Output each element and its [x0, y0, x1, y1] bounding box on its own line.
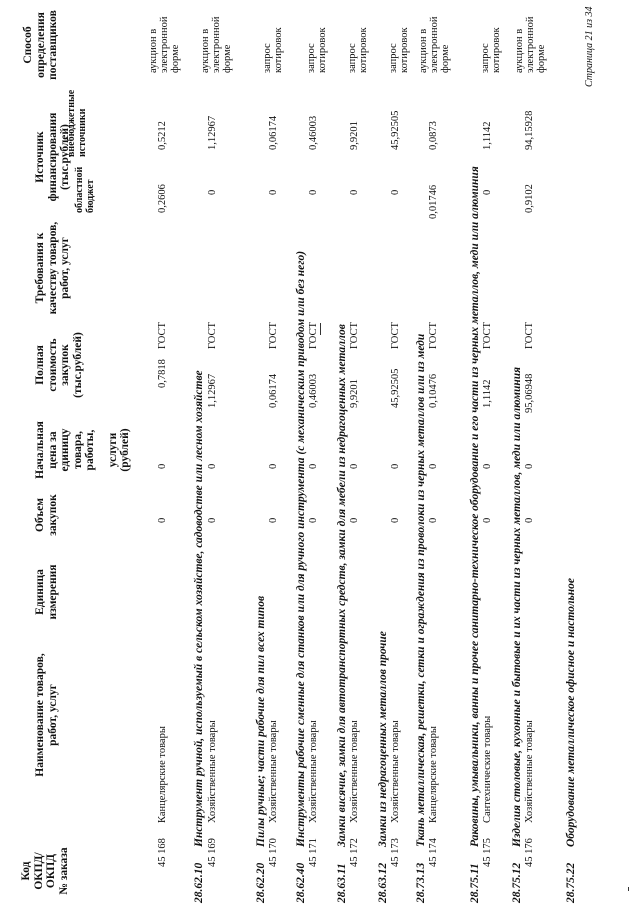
row-code: 45 170 — [268, 838, 279, 867]
header-source-extra: внебюджетные источники — [66, 89, 88, 157]
row-extra: 0,46003 — [308, 115, 319, 150]
row-name: Канцелярские товары — [157, 726, 168, 823]
row-volume: 0 — [268, 517, 279, 523]
row-name: Хозяйственные товары — [390, 720, 401, 823]
row-price: 0 — [349, 463, 360, 469]
row-method: запрос котировок — [347, 27, 369, 73]
row-name: Хозяйственные товары — [207, 720, 218, 823]
row-extra: 0,06174 — [268, 115, 279, 150]
row-budget: 0,9102 — [524, 184, 535, 213]
header-volume: Объем закупок — [34, 494, 59, 536]
section-code: 28.62.20 — [255, 862, 267, 903]
row-code: 45 173 — [390, 838, 401, 867]
row-total: 1,12967 — [207, 373, 218, 408]
row-requirement: ГОСТ — [349, 322, 360, 349]
section-code: 28.62.40 — [295, 862, 307, 903]
row-requirement: ГОСТ — [268, 322, 279, 349]
section-title: Ткань металлическая, решетки, сетки и ограждения из проволоки из черных металлов или из меди — [415, 333, 427, 847]
section-title: Инструмент ручной, используемый в сельском хозяйстве, садоводстве или лесном хозяйстве — [193, 370, 205, 847]
header-unit: Единица измерения — [34, 564, 59, 620]
row-price: 0 — [390, 463, 401, 469]
section-title: Замки из недрагоценных металлов прочие — [377, 631, 389, 847]
header-code: Код ОКПД/ ОКПД № заказа — [20, 847, 70, 895]
section-title: Инструменты рабочие сменные для станков или для ручного инструмента (с механическим приводом или без него) — [295, 250, 307, 847]
row-code: 45 176 — [524, 838, 535, 867]
row-requirement: ГОСТ — [428, 322, 439, 349]
row-budget: 0 — [390, 189, 401, 195]
row-extra: 9,9201 — [349, 121, 360, 150]
row-name: Хозяйственные товары — [524, 720, 535, 823]
header-price: Начальная цена за единицу товара, работы, услуги (рублей) — [34, 421, 131, 479]
section-code: 28.62.10 — [193, 862, 205, 903]
section-code: 28.75.11 — [469, 863, 481, 903]
section-title: Замки висячие, замки для автотранспортных средств, замки для мебели из недрагоценных металлов — [336, 324, 348, 847]
row-name: Канцелярские товары — [428, 726, 439, 823]
row-volume: 0 — [157, 517, 168, 523]
row-requirement: ГОСТ — [157, 322, 168, 349]
row-budget: 0 — [482, 189, 493, 195]
row-extra: 1,1142 — [482, 121, 493, 150]
section-title: Раковины, умывальники, ванны и прочее санитарно-техническое оборудование и его части из черных металлов, меди или алюминия — [469, 166, 481, 847]
page-number: Страница 21 из 34 — [584, 6, 595, 87]
row-code: 45 175 — [482, 838, 493, 867]
row-total: 0,7818 — [157, 359, 168, 388]
row-extra: 0,5212 — [157, 121, 168, 150]
row-total: 0,10476 — [428, 373, 439, 408]
row-budget: 0 — [308, 189, 319, 195]
row-code: 45 174 — [428, 838, 439, 867]
row-code: 45 168 — [157, 838, 168, 867]
header-source: Источник финансирования (тыс.рублей) — [34, 112, 71, 202]
row-extra: 0,0873 — [428, 121, 439, 150]
row-price: 0 — [482, 463, 493, 469]
row-name: Сантехнические товары — [482, 715, 493, 823]
row-price: 0 — [524, 463, 535, 469]
row-method: запрос котировок — [262, 27, 284, 73]
row-budget: 0 — [349, 189, 360, 195]
row-method: аукцион в электронной форме — [514, 16, 547, 73]
row-method: запрос котировок — [306, 27, 328, 73]
row-price: 0 — [207, 463, 218, 469]
row-volume: 0 — [390, 517, 401, 523]
row-total: 95,06948 — [524, 373, 535, 413]
row-requirement: ГОСТ — [308, 322, 319, 349]
row-budget: 0,01746 — [428, 184, 439, 219]
row-volume: 0 — [428, 517, 439, 523]
row-extra: 45,92505 — [390, 110, 401, 150]
row-name: Хозяйственные товары — [349, 720, 360, 823]
row-extra: 94,15928 — [524, 110, 535, 150]
scan-mark — [628, 887, 629, 891]
scan-mark — [320, 323, 321, 335]
row-volume: 0 — [308, 517, 319, 523]
row-total: 0,06174 — [268, 373, 279, 408]
header-name: Наименование товаров, работ, услуг — [34, 653, 59, 777]
header-requirements: Требования к качеству товаров, работ, услуг — [34, 221, 71, 315]
section-code: 28.75.12 — [511, 862, 523, 903]
header-method: Способ определения поставщиков — [22, 10, 59, 80]
row-price: 0 — [157, 463, 168, 469]
row-requirement: ГОСТ — [207, 322, 218, 349]
row-budget: 0 — [207, 189, 218, 195]
row-budget: 0 — [268, 189, 279, 195]
row-total: 45,92505 — [390, 368, 401, 408]
header-total: Полная стоимость закупок (тыс.рублей) — [34, 332, 84, 398]
row-volume: 0 — [207, 517, 218, 523]
row-requirement: ГОСТ — [524, 322, 535, 349]
section-title: Оборудование металлическое офисное и настольное — [565, 577, 577, 847]
row-extra: 1,12967 — [207, 115, 218, 150]
row-requirement: ГОСТ — [390, 322, 401, 349]
row-method: аукцион в электронной форме — [418, 16, 451, 73]
row-method: запрос котировок — [480, 27, 502, 73]
row-price: 0 — [428, 463, 439, 469]
row-total: 0,46003 — [308, 373, 319, 408]
row-name: Хозяйственные товары — [308, 720, 319, 823]
section-code: 28.63.11 — [336, 863, 348, 903]
row-requirement: ГОСТ — [482, 322, 493, 349]
row-method: запрос котировок — [388, 27, 410, 73]
row-volume: 0 — [349, 517, 360, 523]
header-source-budget: областной бюджет — [74, 166, 96, 213]
section-title: Пилы ручные; части рабочие для пил всех типов — [255, 595, 267, 847]
row-code: 45 169 — [207, 838, 218, 867]
row-volume: 0 — [524, 517, 535, 523]
row-budget: 0,2606 — [157, 184, 168, 213]
row-total: 9,9201 — [349, 379, 360, 408]
section-code: 28.63.12 — [377, 862, 389, 903]
row-total: 1,1142 — [482, 379, 493, 408]
row-name: Хозяйственные товары — [268, 720, 279, 823]
row-method: аукцион в электронной форме — [148, 16, 181, 73]
row-price: 0 — [268, 463, 279, 469]
row-code: 45 172 — [349, 838, 360, 867]
row-price: 0 — [308, 463, 319, 469]
row-code: 45 171 — [308, 838, 319, 867]
section-code: 28.75.22 — [565, 862, 577, 903]
section-code: 28.73.13 — [415, 862, 427, 903]
row-method: аукцион в электронной форме — [200, 16, 233, 73]
row-volume: 0 — [482, 517, 493, 523]
section-title: Изделия столовые, кухонные и бытовые и их части из черных металлов, меди или алюминия — [511, 366, 523, 847]
